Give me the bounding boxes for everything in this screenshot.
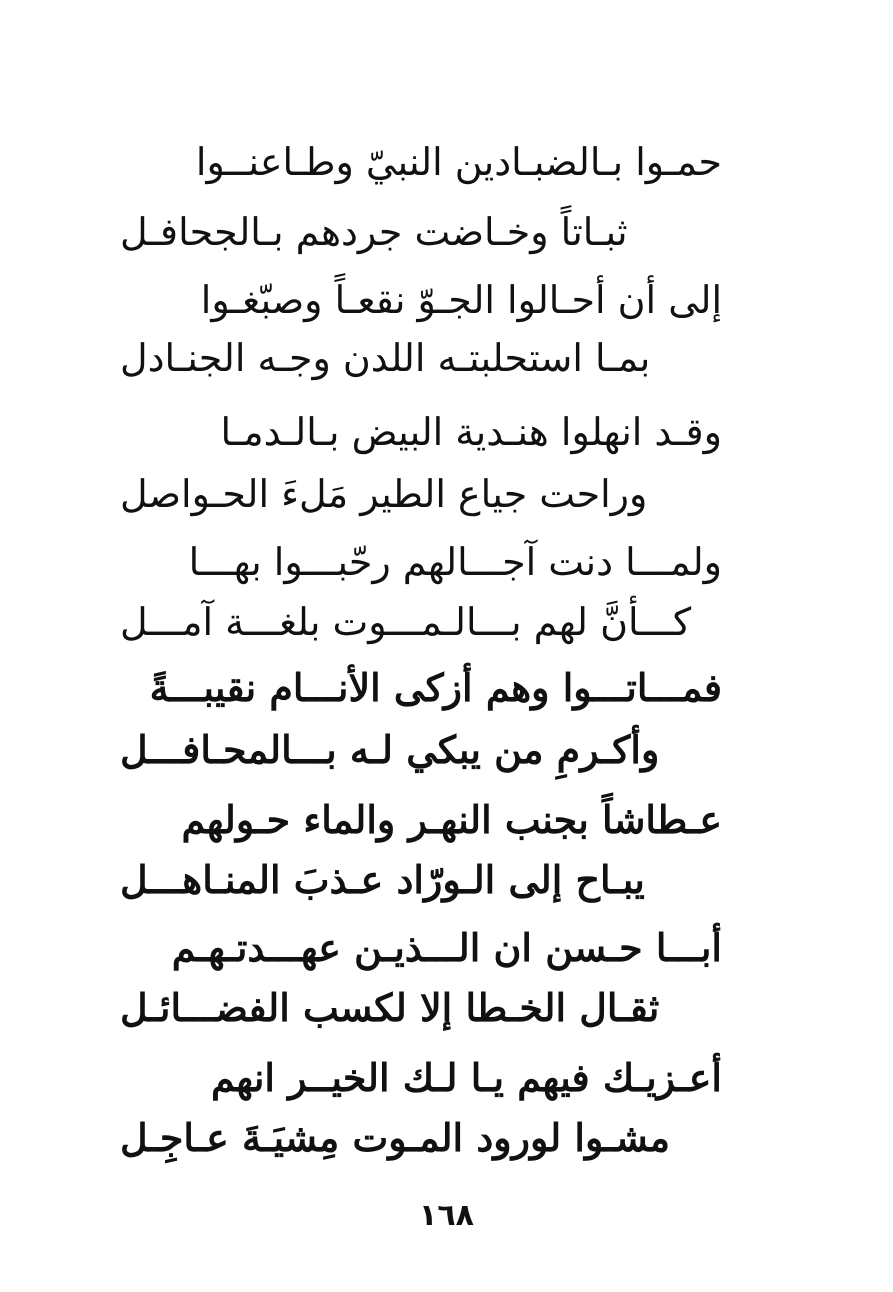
verse-8-second-hemistich: مشـوا لورود المـوت مِشيَـةَ عـاجِـل: [120, 1115, 670, 1160]
verse-3-second-hemistich: وراحت جياع الطير مَلءَ الحـواصل: [120, 472, 648, 516]
verse-5-first-hemistich: فمـــاتـــوا وهم أزكى الأنـــام نقيبـــةً: [149, 665, 722, 710]
verse-4-second-hemistich: كـــأنَّ لهم بـــالـمـــوت بلغـــة آمـــل: [120, 600, 692, 644]
verse-7-first-hemistich: أبـــا حـسن ان الـــذيـن عهـــدتـهـم: [171, 925, 722, 970]
verse-6-second-hemistich: يبـاح إلى الـورّاد عـذبَ المنـاهـــل: [120, 857, 645, 902]
verse-3-first-hemistich: وقـد انهلوا هنـدية البيض بـالـدمـا: [220, 410, 722, 454]
verse-4-first-hemistich: ولمـــا دنت آجـــالهم رحّبـــوا بهـــا: [188, 540, 722, 584]
verse-5-second-hemistich: وأكـرمِ من يبكي لـه بـــالمحـافـــل: [120, 727, 660, 772]
verse-6-first-hemistich: عـطاشاً بجنب النهـر والماء حـولهم: [181, 797, 722, 842]
verse-1-first-hemistich: حمـوا بـالضبـادين النبيّ وطـاعنــوا: [195, 140, 722, 184]
page-number: ١٦٨: [419, 1198, 474, 1233]
verse-2-first-hemistich: إلى أن أحـالوا الجـوّ نقعـاً وصبّغـوا: [200, 278, 722, 322]
verse-2-second-hemistich: بمـا استحلبتـه اللدن وجـه الجنـادل: [120, 336, 651, 380]
verse-7-second-hemistich: ثقـال الخـطا إلا لكسب الفضـــائـل: [120, 985, 660, 1030]
verse-8-first-hemistich: أعـزيـك فيهم يـا لـك الخيــر انهم: [211, 1055, 722, 1100]
verse-1-second-hemistich: ثبـاتاً وخـاضت جردهم بـالجحافـل: [120, 210, 628, 254]
